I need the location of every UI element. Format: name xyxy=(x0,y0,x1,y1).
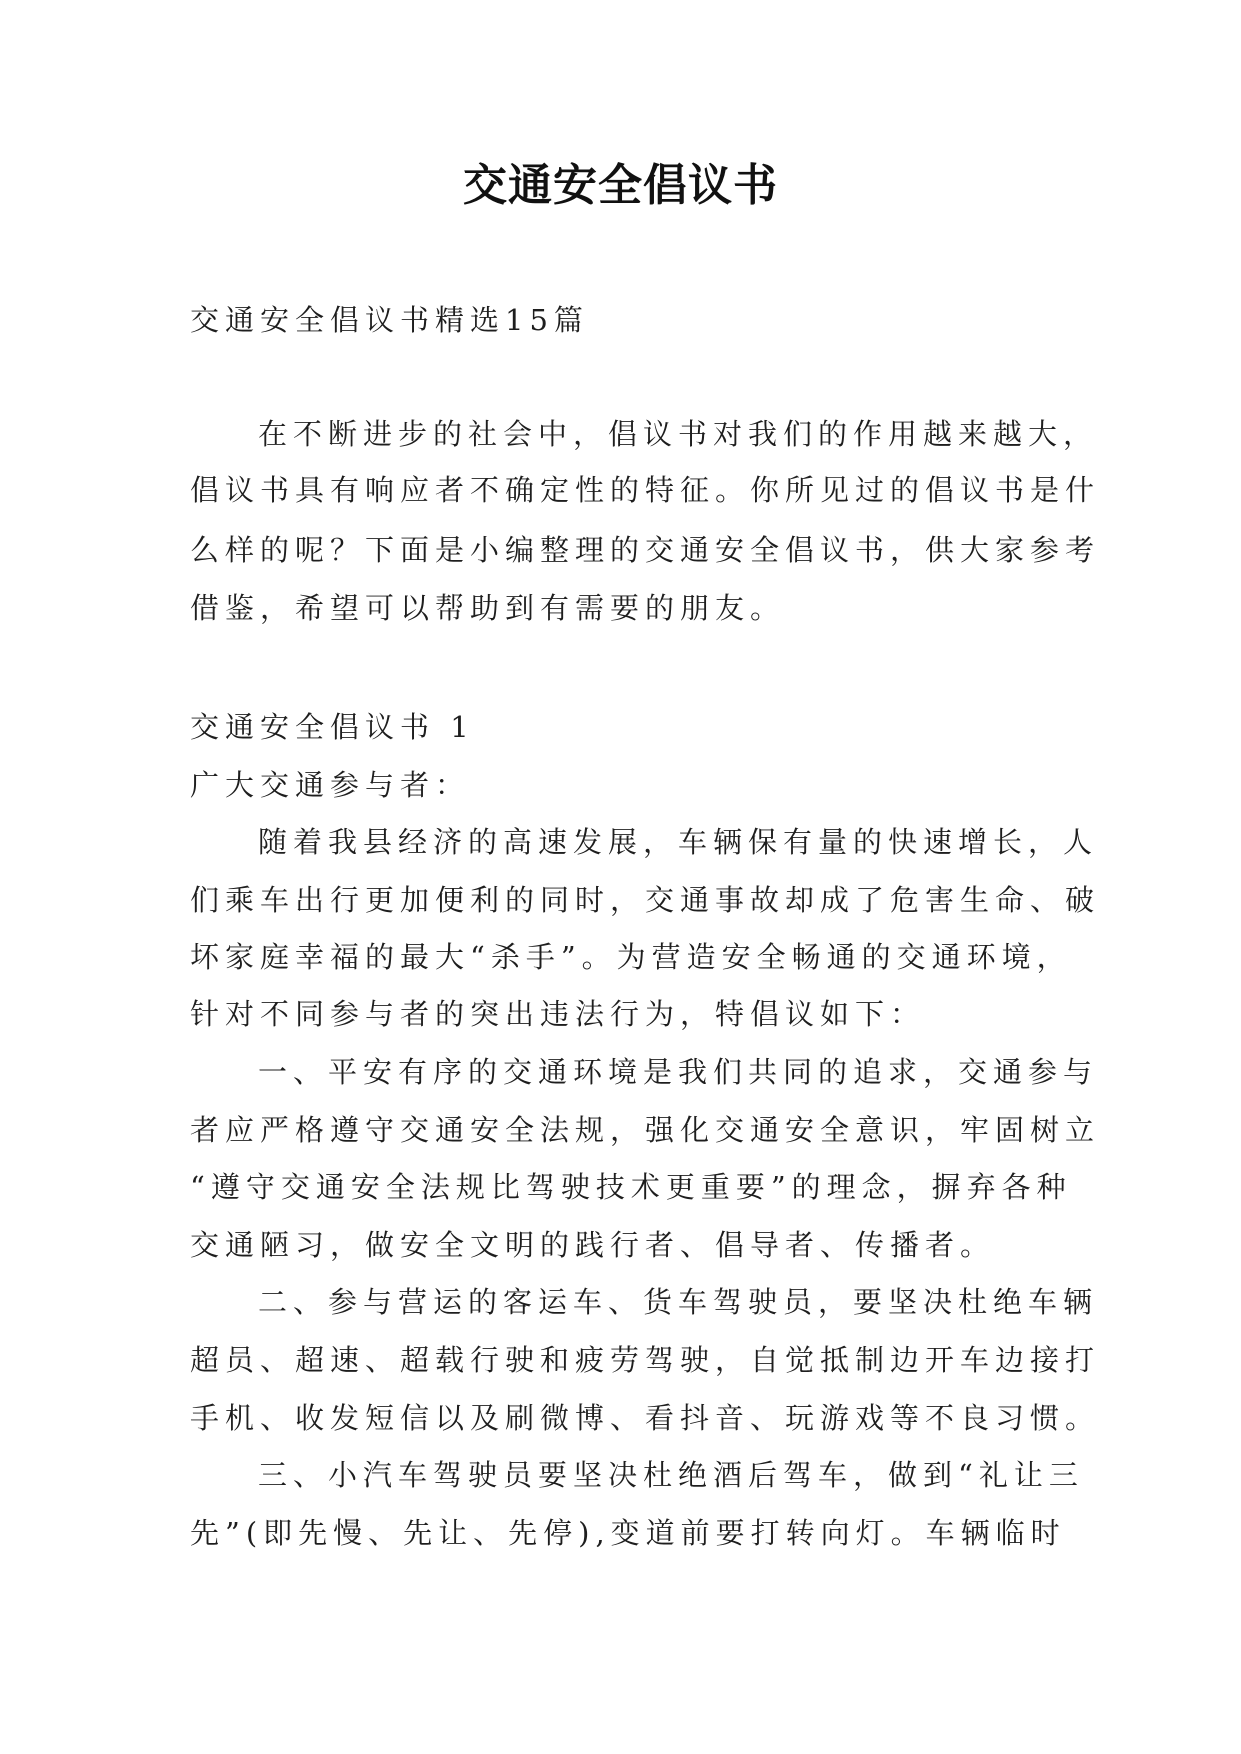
intro-line: 借鉴，希望可以帮助到有需要的朋友。 xyxy=(190,591,786,625)
body-line: 们乘车出行更加便利的同时，交通事故却成了危害生命、破 xyxy=(190,883,1101,917)
salutation: 广大交通参与者： xyxy=(190,768,471,802)
intro-line: 么样的呢？下面是小编整理的交通安全倡议书，供大家参考 xyxy=(190,533,1101,567)
body-line: 超员、超速、超载行驶和疲劳驾驶，自觉抵制边开车边接打 xyxy=(190,1343,1101,1377)
body-line: 交通陋习，做安全文明的践行者、倡导者、传播者。 xyxy=(190,1228,996,1262)
body-line: 者应严格遵守交通安全法规，强化交通安全意识，牢固树立 xyxy=(190,1113,1101,1147)
body-line: “遵守交通安全法规比驾驶技术更重要”的理念，摒弃各种 xyxy=(190,1170,1072,1204)
body-line: 三、小汽车驾驶员要坚决杜绝酒后驾车，做到“礼让三 xyxy=(258,1458,1084,1492)
body-line: 二、参与营运的客运车、货车驾驶员，要坚决杜绝车辆 xyxy=(258,1285,1099,1319)
body-line: 一、平安有序的交通环境是我们共同的追求，交通参与 xyxy=(258,1055,1099,1089)
body-line: 随着我县经济的高速发展，车辆保有量的快速增长，人 xyxy=(258,825,1099,859)
body-line: 针对不同参与者的突出违法行为，特倡议如下： xyxy=(190,997,926,1031)
intro-line: 倡议书具有响应者不确定性的特征。你所见过的倡议书是什 xyxy=(190,473,1101,507)
body-line: 手机、收发短信以及刷微博、看抖音、玩游戏等不良习惯。 xyxy=(190,1401,1101,1435)
document-subtitle: 交通安全倡议书精选15篇 xyxy=(190,303,589,337)
intro-line: 在不断进步的社会中，倡议书对我们的作用越来越大， xyxy=(258,417,1099,451)
body-line: 坏家庭幸福的最大“杀手”。为营造安全畅通的交通环境， xyxy=(190,940,1072,974)
body-line: 先”(即先慢、先让、先停),变道前要打转向灯。车辆临时 xyxy=(190,1516,1066,1550)
section-heading: 交通安全倡议书 1 xyxy=(190,710,475,744)
document-title: 交通安全倡议书 xyxy=(463,160,778,211)
